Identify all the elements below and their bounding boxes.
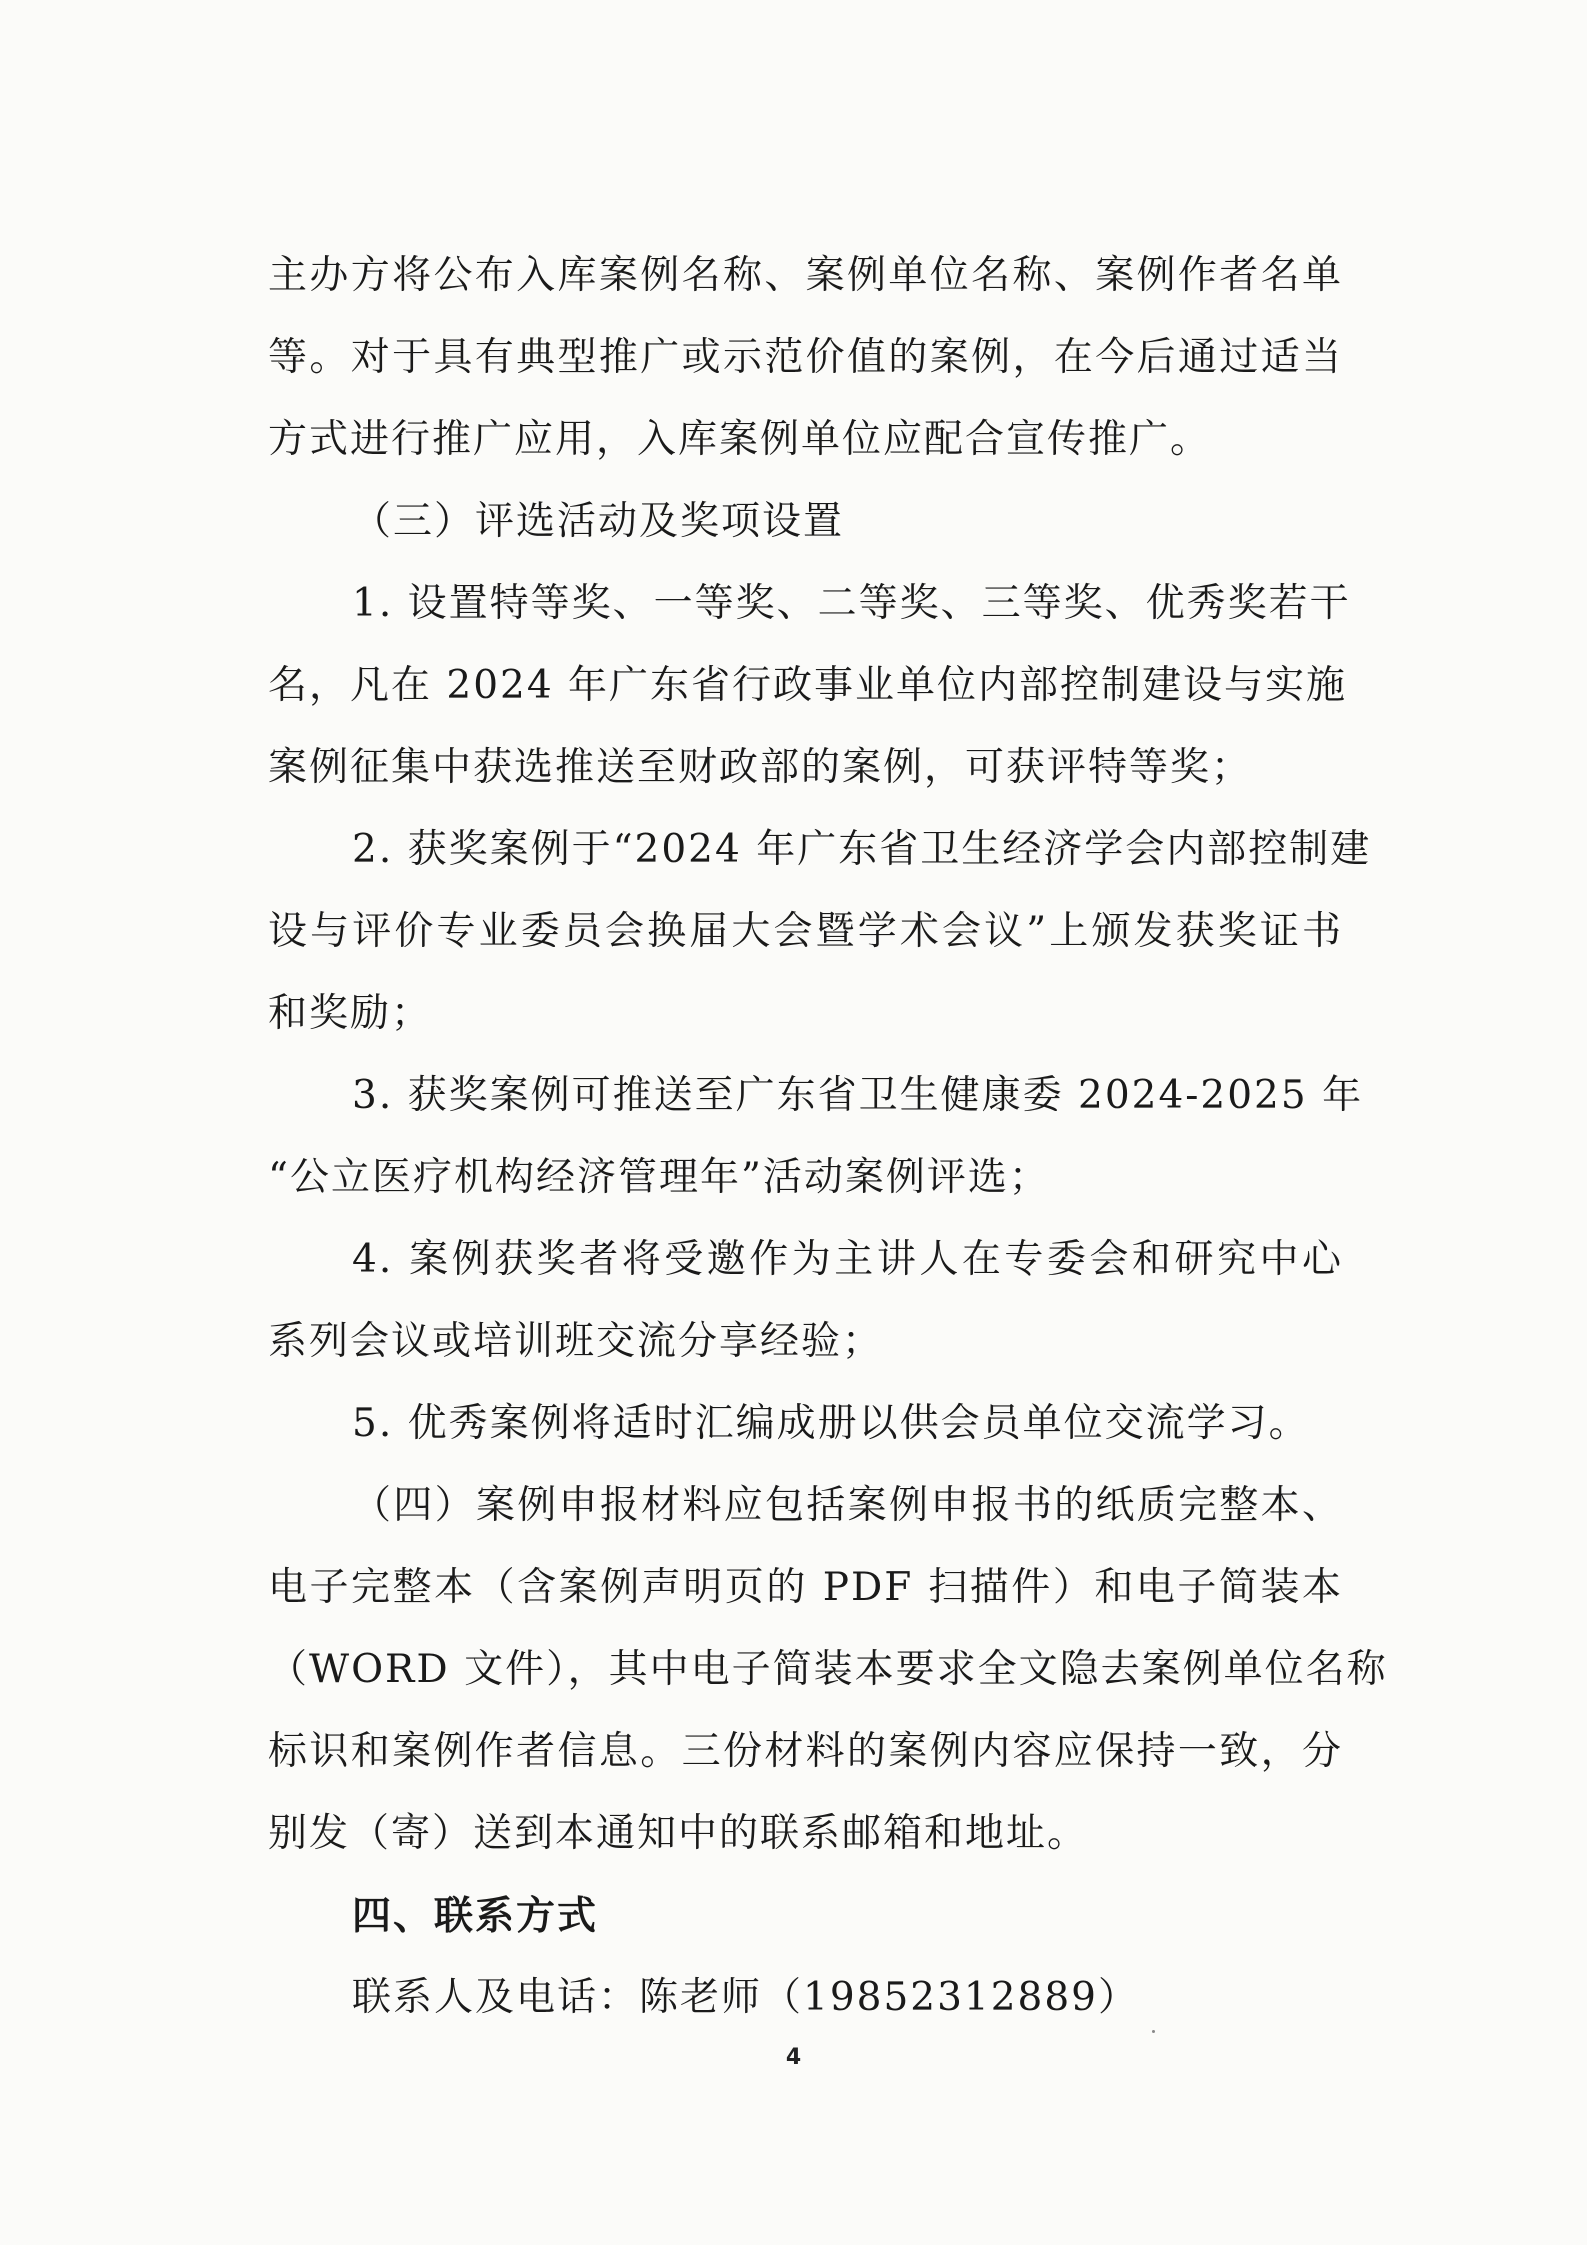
text-line: 设与评价专业委员会换届大会暨学术会议”上颁发获奖证书 — [268, 909, 1343, 954]
page-number: 4 — [785, 2045, 802, 2070]
scan-speck — [1152, 2030, 1155, 2033]
text-line: 主办方将公布入库案例名称、案例单位名称、案例作者名单 — [268, 253, 1343, 298]
text-line: 等。对于具有典型推广或示范价值的案例，在今后通过适当 — [268, 335, 1343, 380]
list-item-4 — [268, 1219, 1343, 1383]
text-line: 联系人及电话：陈老师（19852312889） — [352, 1975, 1139, 2020]
text-line: 标识和案例作者信息。三份材料的案例内容应保持一致，分 — [268, 1729, 1343, 1774]
list-item-5 — [268, 1383, 1343, 1465]
text-line: 系列会议或培训班交流分享经验； — [268, 1319, 884, 1364]
section-heading-awards — [268, 481, 1343, 563]
paragraph-publication — [268, 235, 1343, 481]
section-heading-contact — [268, 1875, 1343, 1957]
contact-info — [268, 1957, 1343, 2039]
list-item-2 — [268, 809, 1372, 1055]
document-body — [268, 235, 1388, 2039]
text-line: 3. 获奖案例可推送至广东省卫生健康委 2024-2025 年 — [352, 1073, 1364, 1118]
text-line: （WORD 文件），其中电子简装本要求全文隐去案例单位名称 — [268, 1647, 1388, 1692]
paragraph-materials — [268, 1465, 1388, 1875]
text-line: 方式进行推广应用，入库案例单位应配合宣传推广。 — [268, 417, 1212, 462]
text-line: 名，凡在 2024 年广东省行政事业单位内部控制建设与实施 — [268, 663, 1348, 708]
text-line: （三）评选活动及奖项设置 — [352, 499, 845, 544]
text-line: 5. 优秀案例将适时汇编成册以供会员单位交流学习。 — [352, 1401, 1310, 1446]
text-line: 电子完整本（含案例声明页的 PDF 扫描件）和电子简装本 — [268, 1565, 1343, 1610]
text-line: 1. 设置特等奖、一等奖、二等奖、三等奖、优秀奖若干 — [352, 581, 1351, 626]
text-line: （四）案例申报材料应包括案例申报书的纸质完整本、 — [352, 1483, 1343, 1528]
text-line: 别发（寄）送到本通知中的联系邮箱和地址。 — [268, 1811, 1089, 1856]
list-item-3 — [268, 1055, 1364, 1219]
list-item-1 — [268, 563, 1351, 809]
text-line: 4. 案例获奖者将受邀作为主讲人在专委会和研究中心 — [352, 1237, 1343, 1282]
text-line: 四、联系方式 — [352, 1893, 599, 1939]
text-line: 和奖励； — [268, 991, 433, 1036]
text-line: 案例征集中获选推送至财政部的案例，可获评特等奖； — [268, 745, 1253, 790]
text-line: 2. 获奖案例于“2024 年广东省卫生经济学会内部控制建 — [352, 827, 1372, 872]
text-line: “公立医疗机构经济管理年”活动案例评选； — [268, 1155, 1050, 1200]
